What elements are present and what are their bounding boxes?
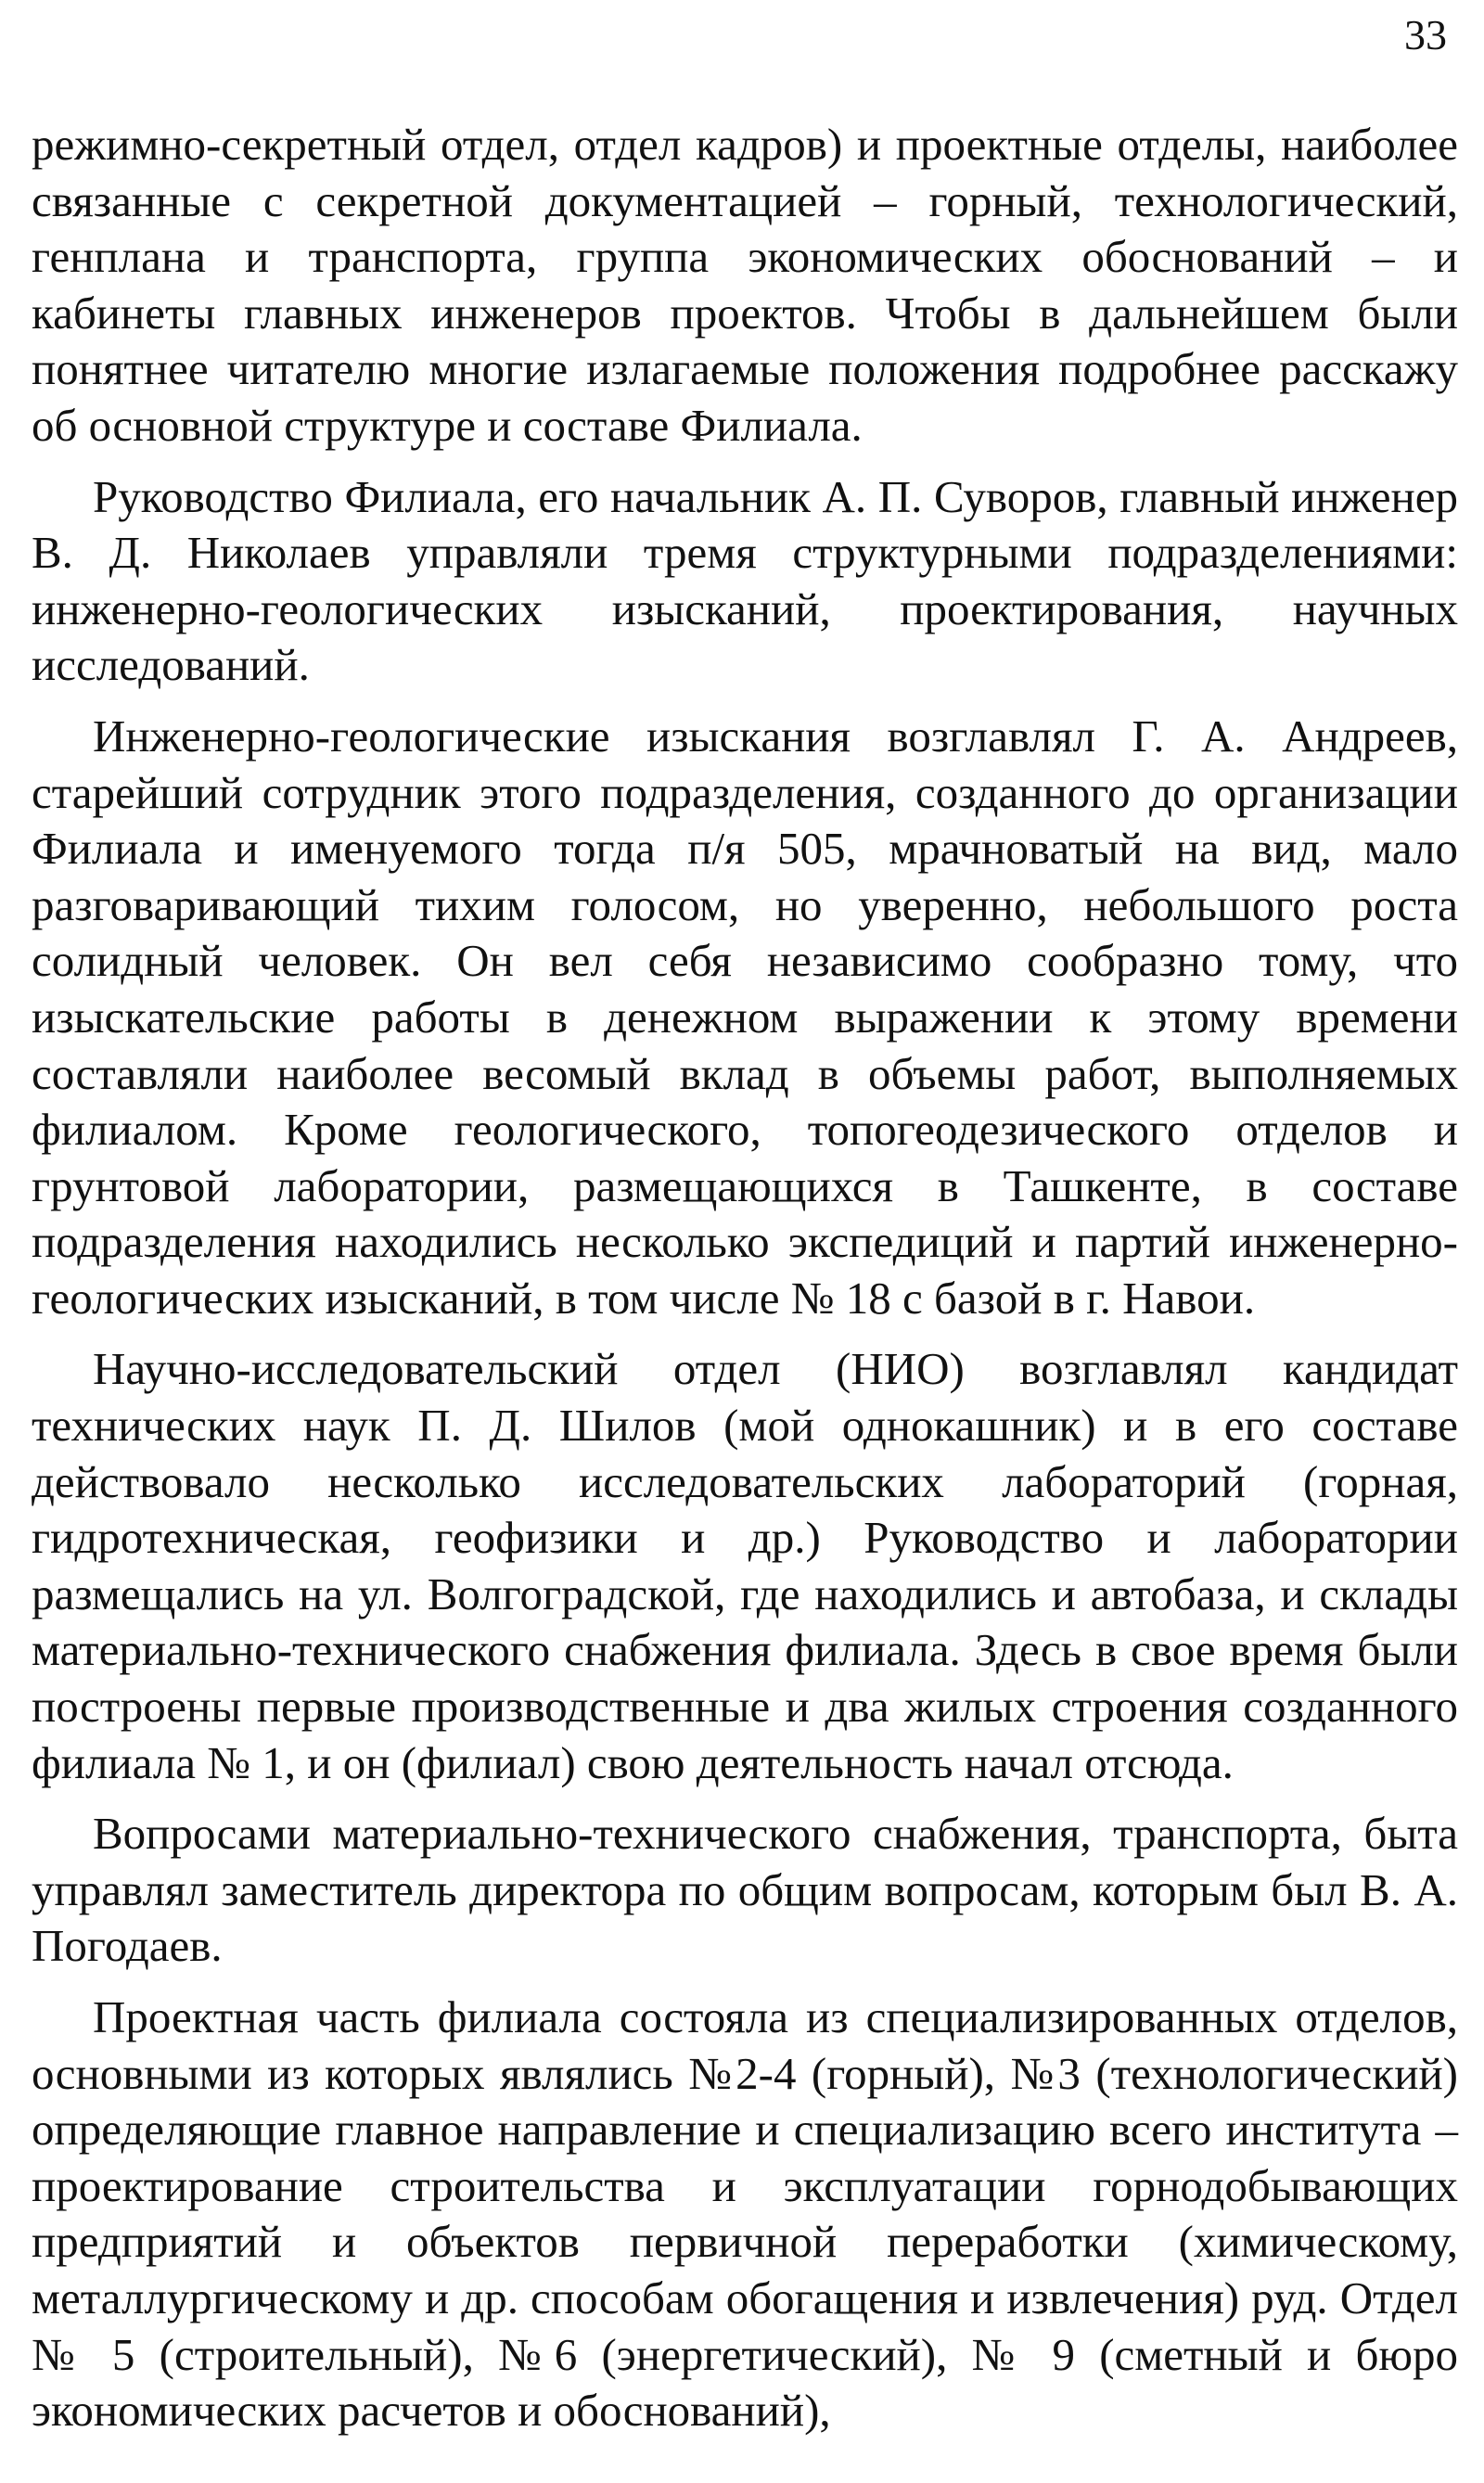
paragraph-supply: Вопросами материально-технического снабжения, транспорта, быта управлял заместитель директора по общим вопросам, которым был В. А. Погодаев. [32,1808,1458,1972]
paragraph-management: Руководство Филиала, его начальник А. П. Суворов, главный инженер В. Д. Николаев управляли тремя структурными подразделениями: инженерно-геологических изысканий, проектирования, научных исследований. [32,470,1458,691]
paragraph-surveys: Инженерно-геологические изыскания возглавлял Г. А. Андреев, старейший сотрудник этого подразделения, созданного до организации Филиала и именуемого тогда п/я 505, мрачноватый на вид, мало разговаривающий тихим голосом, но уверенно, небольшого роста солидный человек. Он вел себя независимо сообразно тому, что изыскательские работы в денежном выражении к этому времени составляли наиболее весомый вклад в объемы работ, выполняемых филиалом. Кроме геологического, топогеодезического отделов и грунтовой лаборатории, размещающихся в Ташкенте, в составе подразделения находились несколько экспедиций и партий инженерно-геологических изысканий, в том числе № 18 с базой в г. Навои. [32,710,1458,1324]
paragraph-research: Научно-исследовательский отдел (НИО) возглавлял кандидат технических наук П. Д. Шилов (мой однокашник) и в его составе действовало несколько исследовательских лабораторий (горная, гидротехническая, геофизики и др.) Руководство и лаборатории размещались на ул. Волгоградской, где находились и автобаза, и склады материально-технического снабжения филиала. Здесь в свое время были построены первые производственные и два жилых строения созданного филиала № 1, и он (филиал) свою деятельность начал отсюда. [32,1343,1458,1788]
page-number: 33 [1404,11,1447,58]
body-text [32,117,1458,2439]
paragraph-continued: режимно-секретный отдел, отдел кадров) и проектные отделы, наиболее связанные с секретной документацией – горный, технологический, генплана и транспорта, группа экономических обоснований – и кабинеты главных инженеров проектов. Чтобы в дальнейшем были понятнее читателю многие излагаемые положения подробнее расскажу об основной структуре и составе Филиала. [32,119,1458,451]
paragraph-design: Проектная часть филиала состояла из специализированных отделов, основными из которых являлись №2-4 (горный), №3 (технологический) определяющие главное направление и специализацию всего института – проектирование строительства и эксплуатации горнодобывающих предприятий и объектов первичной переработки (химическому, металлургическому и др. способам обогащения и извлечения) руд. Отдел № 5 (строительный), №6 (энергетический), № 9 (сметный и бюро экономических расчетов и обоснований), [32,1991,1458,2437]
